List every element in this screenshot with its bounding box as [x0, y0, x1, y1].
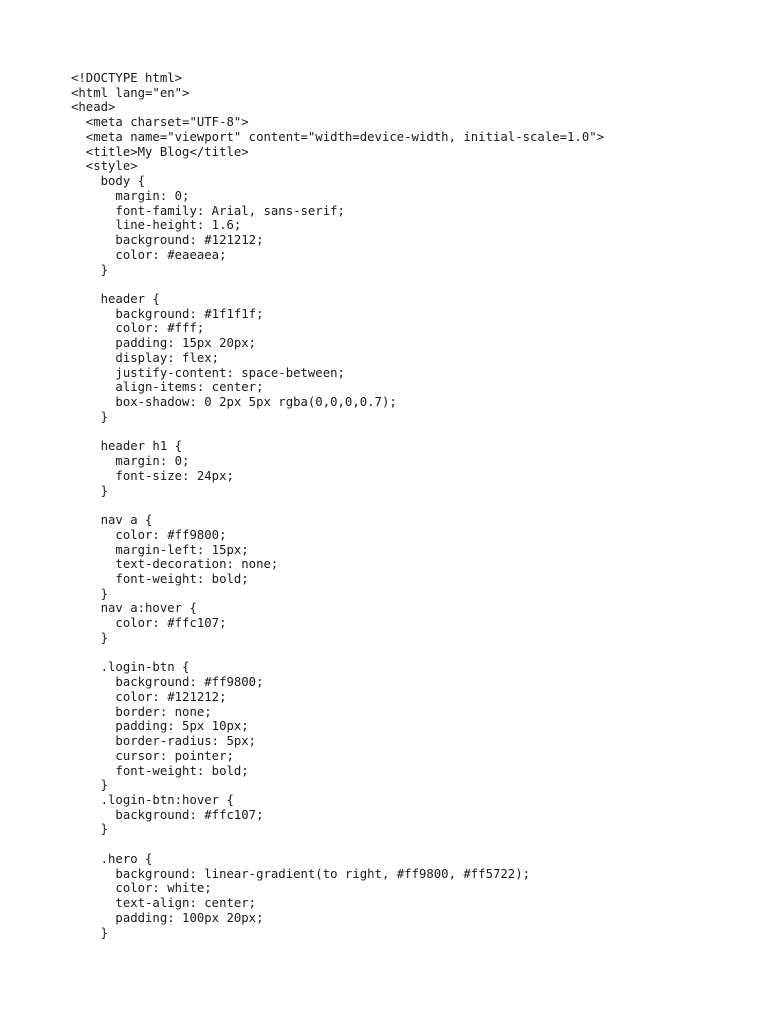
code-line: cursor: pointer;: [71, 748, 234, 763]
code-line: <!DOCTYPE html>: [71, 71, 183, 85]
code-line: [71, 277, 604, 292]
code-line: display: flex;: [71, 350, 220, 365]
code-line: }: [71, 925, 109, 940]
code-line: font-weight: bold;: [71, 571, 249, 586]
code-line: [71, 837, 604, 852]
code-line: [71, 425, 604, 440]
code-line: .hero {: [71, 851, 153, 866]
code-line: border-radius: 5px;: [71, 734, 257, 749]
code-line: nav a:hover {: [71, 601, 197, 616]
code-line: padding: 5px 10px;: [71, 719, 249, 734]
code-line: color: #eaeaea;: [71, 247, 227, 262]
code-line: text-align: center;: [71, 896, 257, 911]
code-line: padding: 15px 20px;: [71, 336, 257, 351]
code-line: .login-btn {: [71, 660, 190, 675]
code-line: border: none;: [71, 704, 212, 719]
code-line: }: [71, 262, 109, 277]
code-line: color: #ff9800;: [71, 527, 227, 542]
code-line: header {: [71, 292, 160, 307]
code-line: }: [71, 822, 109, 837]
code-line: [71, 498, 604, 513]
code-line: font-size: 24px;: [71, 468, 234, 483]
code-line: background: #121212;: [71, 233, 264, 248]
code-line: margin: 0;: [71, 188, 190, 203]
code-line: font-family: Arial, sans-serif;: [71, 203, 345, 218]
code-line: font-weight: bold;: [71, 763, 249, 778]
code-line: }: [71, 586, 109, 601]
code-line: margin: 0;: [71, 454, 190, 469]
code-line: }: [71, 483, 109, 498]
code-line: justify-content: space-between;: [71, 365, 345, 380]
code-line: background: #ff9800;: [71, 675, 264, 690]
code-line: background: #ffc107;: [71, 807, 264, 822]
code-line: [71, 646, 604, 661]
code-line: nav a {: [71, 513, 153, 528]
code-line: color: white;: [71, 881, 212, 896]
code-line: }: [71, 409, 109, 424]
code-line: background: #1f1f1f;: [71, 306, 264, 321]
code-line: .login-btn:hover {: [71, 792, 234, 807]
code-line: header h1 {: [71, 439, 183, 454]
code-line: color: #fff;: [71, 321, 205, 336]
code-line: <meta charset="UTF-8">: [71, 115, 249, 130]
code-line: }: [71, 630, 109, 645]
code-line: <style>: [71, 159, 138, 174]
code-listing: [71, 71, 604, 940]
code-line: line-height: 1.6;: [71, 218, 242, 233]
code-line: <meta name="viewport" content="width=device-width, initial-scale=1.0">: [71, 129, 605, 144]
code-line: body {: [71, 174, 146, 189]
code-line: padding: 100px 20px;: [71, 910, 264, 925]
code-line: box-shadow: 0 2px 5px rgba(0,0,0,0.7);: [71, 395, 397, 410]
code-line: }: [71, 778, 109, 793]
code-line: color: #121212;: [71, 689, 227, 704]
code-line: <title>My Blog</title>: [71, 144, 249, 159]
code-line: text-decoration: none;: [71, 557, 279, 572]
code-line: background: linear-gradient(to right, #ff9800, #ff5722);: [71, 866, 531, 881]
code-line: <head>: [71, 100, 116, 115]
code-line: color: #ffc107;: [71, 616, 227, 631]
code-line: margin-left: 15px;: [71, 542, 249, 557]
code-line: <html lang="en">: [71, 85, 190, 100]
code-line: align-items: center;: [71, 380, 264, 395]
